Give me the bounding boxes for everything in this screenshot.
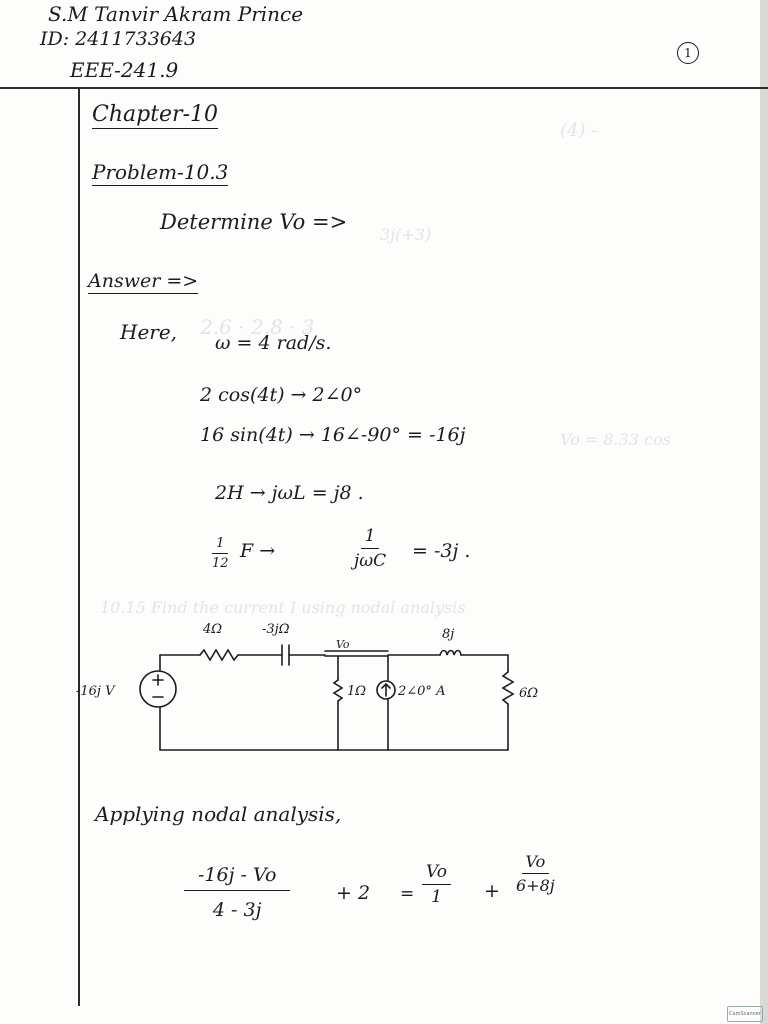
label-isource: 2∠0° A [398,684,446,699]
cap-coefficient: $\frac{1}{12}$ [212,536,229,571]
conversion-inductor: 2H → jωL = j8 . [215,482,364,504]
page-number: 1 [677,42,699,64]
node-bar [325,651,388,656]
label-cap: -3jΩ [262,622,290,637]
chapter-title: Chapter-10 [92,102,219,127]
term1-fraction: $\frac{Vo}{1}$ [422,862,451,907]
question-text: Determine Vo => [160,210,348,234]
label-node: Vo [336,638,350,651]
scanner-watermark: CamScanner [727,1006,763,1022]
plus-sign: + [484,880,500,902]
analysis-heading: Applying nodal analysis, [95,802,342,826]
cap-lhs: F → [240,540,276,562]
inductor [440,651,461,656]
resistor-1ohm [334,680,342,701]
cap-rhs: = -3j . [412,540,471,562]
conversion-cos: 2 cos(4t) → 2∠0° [200,384,363,406]
omega-value: ω = 4 rad/s. [215,332,332,354]
term2-fraction: $\frac{Vo}{6+8j}$ [516,852,555,895]
label-vsource: -16j V [76,684,115,699]
label-r6: 6Ω [519,686,539,701]
cap-fraction: 1 jωC [354,526,387,571]
answer-label: Answer => [88,270,199,292]
capacitor [282,645,289,665]
student-id: ID: 2411733643 [40,28,197,50]
label-r1: 1Ω [347,684,367,699]
student-name: S.M Tanvir Akram Prince [48,2,304,26]
resistor-4ohm [200,650,238,660]
problem-title: Problem-10.3 [92,160,229,184]
resistor-6ohm [503,672,513,704]
course-code: EEE-241.9 [70,58,179,82]
lhs-fraction: $\frac{-16j - Vo}{4 - 3j}$ [184,864,290,921]
label-r4: 4Ω [203,622,223,637]
plus-two: + 2 [336,882,371,904]
equals-sign: = [400,884,415,904]
conversion-sin: 16 sin(4t) → 16∠-90° = -16j [200,424,466,446]
here-label: Here, [120,320,178,344]
label-inductor: 8j [442,627,455,642]
